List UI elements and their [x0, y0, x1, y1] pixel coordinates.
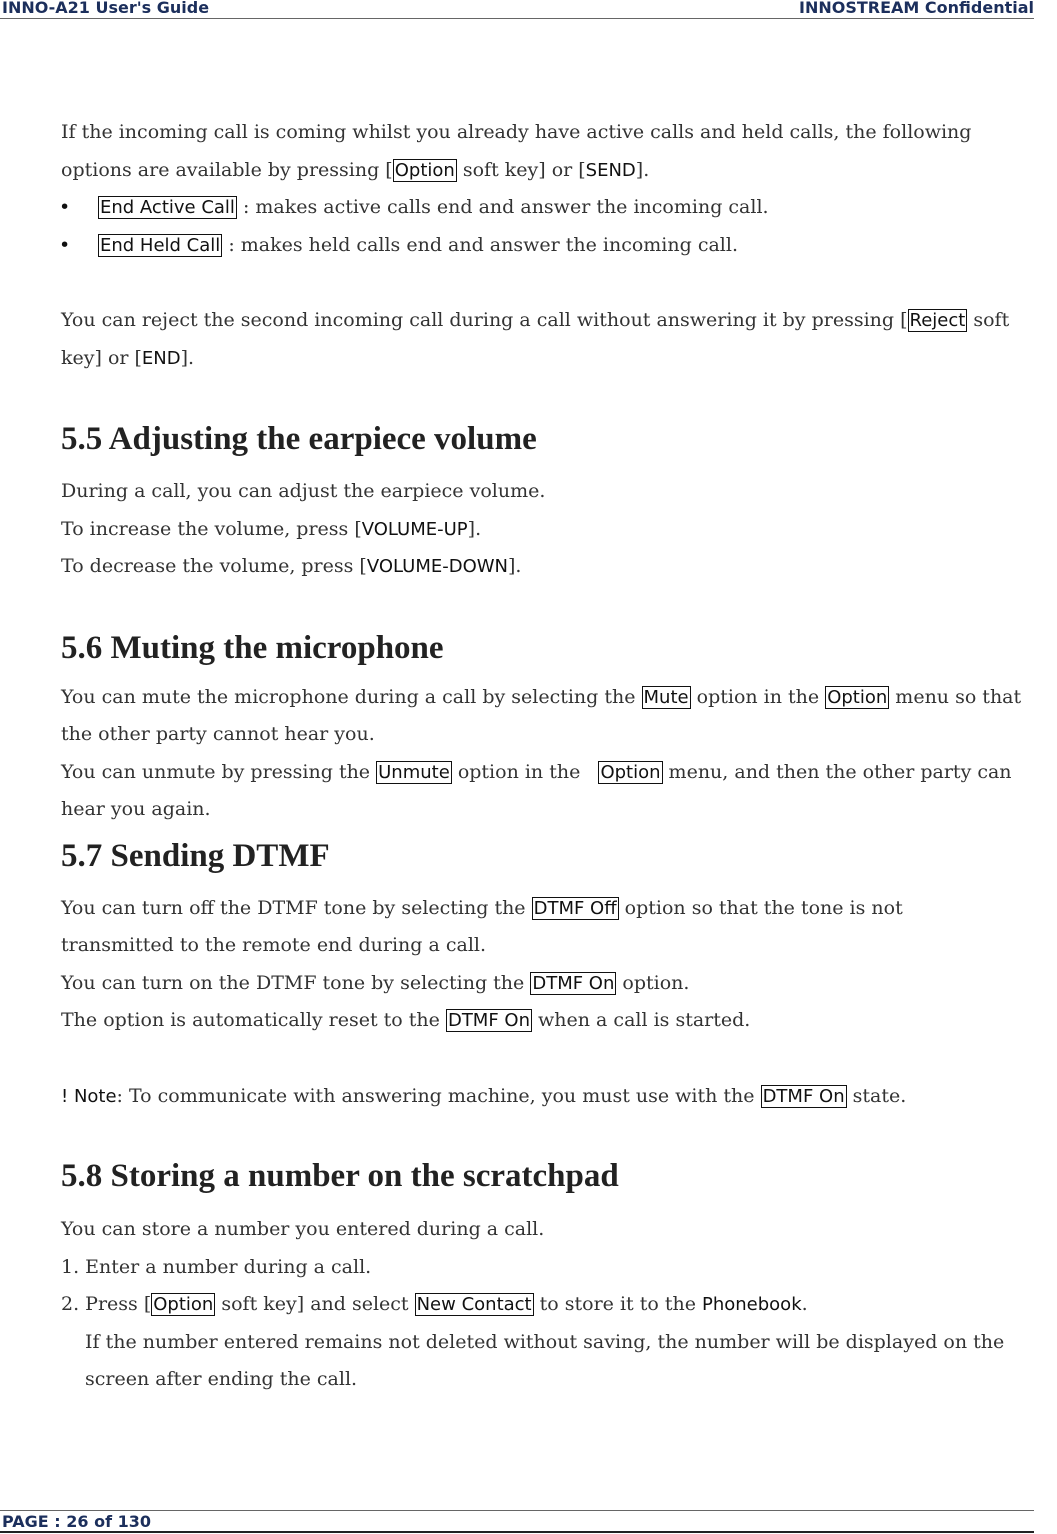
s58-line-2: [61, 1249, 1053, 1287]
page-header: [0, 0, 1034, 19]
s58-line-5: [61, 1361, 1053, 1399]
text: To increase the volume, press [: [61, 517, 362, 540]
intro-line-1: [61, 114, 1053, 152]
s58-line-3: [61, 1286, 1053, 1324]
text: : makes held calls end and answer the incoming call.: [222, 233, 738, 256]
text: ].: [180, 346, 195, 369]
dtmf-off-option-label: DTMF Off: [533, 897, 617, 919]
send-key-label: SEND: [585, 159, 636, 181]
text: You can turn off the DTMF tone by selecting the: [61, 896, 532, 919]
text: option so that the tone is not: [618, 896, 903, 919]
reject-line-2: [61, 340, 1053, 378]
s57-note: [61, 1078, 1053, 1116]
text: .: [801, 1293, 808, 1315]
page-footer: [0, 1510, 1034, 1533]
reject-line-1: [61, 302, 1053, 340]
text: You can mute the microphone during a call by selecting the: [61, 685, 642, 708]
end-key-label: END: [141, 347, 181, 369]
s57-line-2: [61, 927, 1053, 965]
text: 1. Enter a number during a call.: [61, 1255, 372, 1278]
text: when a call is started.: [532, 1009, 751, 1031]
dtmf-on-option-label: DTMF On: [762, 1085, 845, 1107]
s58-line-4: [61, 1324, 1053, 1362]
text: To decrease the volume, press [: [61, 555, 367, 577]
option-key-label: Option: [153, 1294, 214, 1315]
header-doc-title: INNO-A21 User's Guide: [2, 0, 210, 17]
s55-line-1: [61, 473, 1053, 511]
list-item: [61, 189, 1053, 227]
s56-line-3: [61, 754, 1053, 792]
s55-line-2: [61, 511, 1053, 549]
mute-option-label: Mute: [643, 686, 689, 708]
section-5-7-title: 5.7 Sending DTMF: [61, 837, 330, 874]
text: options are available by pressing [: [61, 158, 393, 181]
text: ].: [467, 517, 482, 540]
text: to store it to the: [533, 1293, 702, 1315]
s57-line-1: [61, 890, 1053, 928]
text: option in the: [690, 685, 826, 708]
text: You can store a number you entered during a call.: [61, 1218, 545, 1240]
text: You can turn on the DTMF tone by selecting the: [61, 971, 531, 994]
volume-down-key-label: VOLUME-DOWN: [366, 556, 509, 577]
text: : makes active calls end and answer the incoming call.: [236, 196, 769, 218]
header-confidential: INNOSTREAM Confidential: [799, 0, 1034, 17]
volume-up-key-label: VOLUME-UP: [361, 518, 468, 540]
s58-line-1: [61, 1211, 1053, 1249]
s57-line-4: [61, 1002, 1053, 1040]
text: ].: [508, 555, 522, 577]
page-number: PAGE : 26 of 130: [2, 1512, 151, 1531]
text: If the number entered remains not deleted without saving, the number will be displayed on the: [85, 1330, 1005, 1353]
text: option.: [616, 971, 690, 994]
section-5-8-title: 5.8 Storing a number on the scratchpad: [61, 1158, 619, 1194]
option-menu-label: Option: [600, 761, 661, 783]
spacer: [61, 1040, 1053, 1078]
text: soft key] or [: [456, 158, 586, 181]
incoming-call-options-list: [61, 189, 1053, 264]
s56-line-1: [61, 679, 1053, 717]
reject-key-label: Reject: [909, 310, 966, 331]
text: You can unmute by pressing the: [61, 760, 377, 783]
text: hear you again.: [61, 798, 211, 820]
new-contact-option-label: New Contact: [416, 1294, 532, 1315]
text: You can reject the second incoming call during a call without answering it by pressing [: [61, 309, 908, 331]
end-held-call-label: End Held Call: [100, 234, 221, 256]
phonebook-label: Phonebook: [701, 1294, 802, 1315]
dtmf-on-option-label: DTMF On: [447, 1010, 530, 1031]
text: During a call, you can adjust the earpiece volume.: [61, 480, 546, 502]
text: transmitted to the remote end during a call.: [61, 934, 487, 956]
text: the other party cannot hear you.: [61, 723, 375, 745]
text: menu, and then the other party can: [662, 760, 1012, 783]
unmute-option-label: Unmute: [378, 761, 450, 783]
text: option in the: [451, 760, 599, 783]
s56-line-2: [61, 716, 1053, 754]
text: state.: [846, 1084, 907, 1107]
dtmf-on-option-label: DTMF On: [532, 972, 615, 994]
text: ].: [635, 158, 650, 181]
text: : To communicate with answering machine, you must use with the: [116, 1084, 761, 1107]
spacer: [61, 264, 1053, 302]
s55-line-3: [61, 548, 1053, 586]
list-item: [61, 227, 1053, 265]
intro-line-2: [61, 152, 1053, 190]
text: screen after ending the call.: [85, 1368, 358, 1390]
s57-line-3: [61, 965, 1053, 1003]
text: key] or [: [61, 346, 142, 369]
section-5-6-title: 5.6 Muting the microphone: [61, 629, 444, 666]
page-content: [61, 114, 1053, 1399]
option-key-label: Option: [394, 159, 455, 181]
section-5-5-title: 5.5 Adjusting the earpiece volume: [61, 421, 537, 457]
end-active-call-label: End Active Call: [100, 197, 235, 218]
text: soft: [967, 309, 1010, 331]
text: If the incoming call is coming whilst you already have active calls and held calls, the following: [61, 121, 972, 143]
s56-line-4: [61, 791, 1053, 829]
text: The option is automatically reset to the: [61, 1009, 446, 1031]
text: soft key] and select: [215, 1293, 415, 1315]
note-label: ! Note: [61, 1085, 117, 1107]
option-menu-label: Option: [827, 686, 888, 708]
text: menu so that: [889, 685, 1022, 708]
text: 2. Press [: [61, 1293, 152, 1315]
